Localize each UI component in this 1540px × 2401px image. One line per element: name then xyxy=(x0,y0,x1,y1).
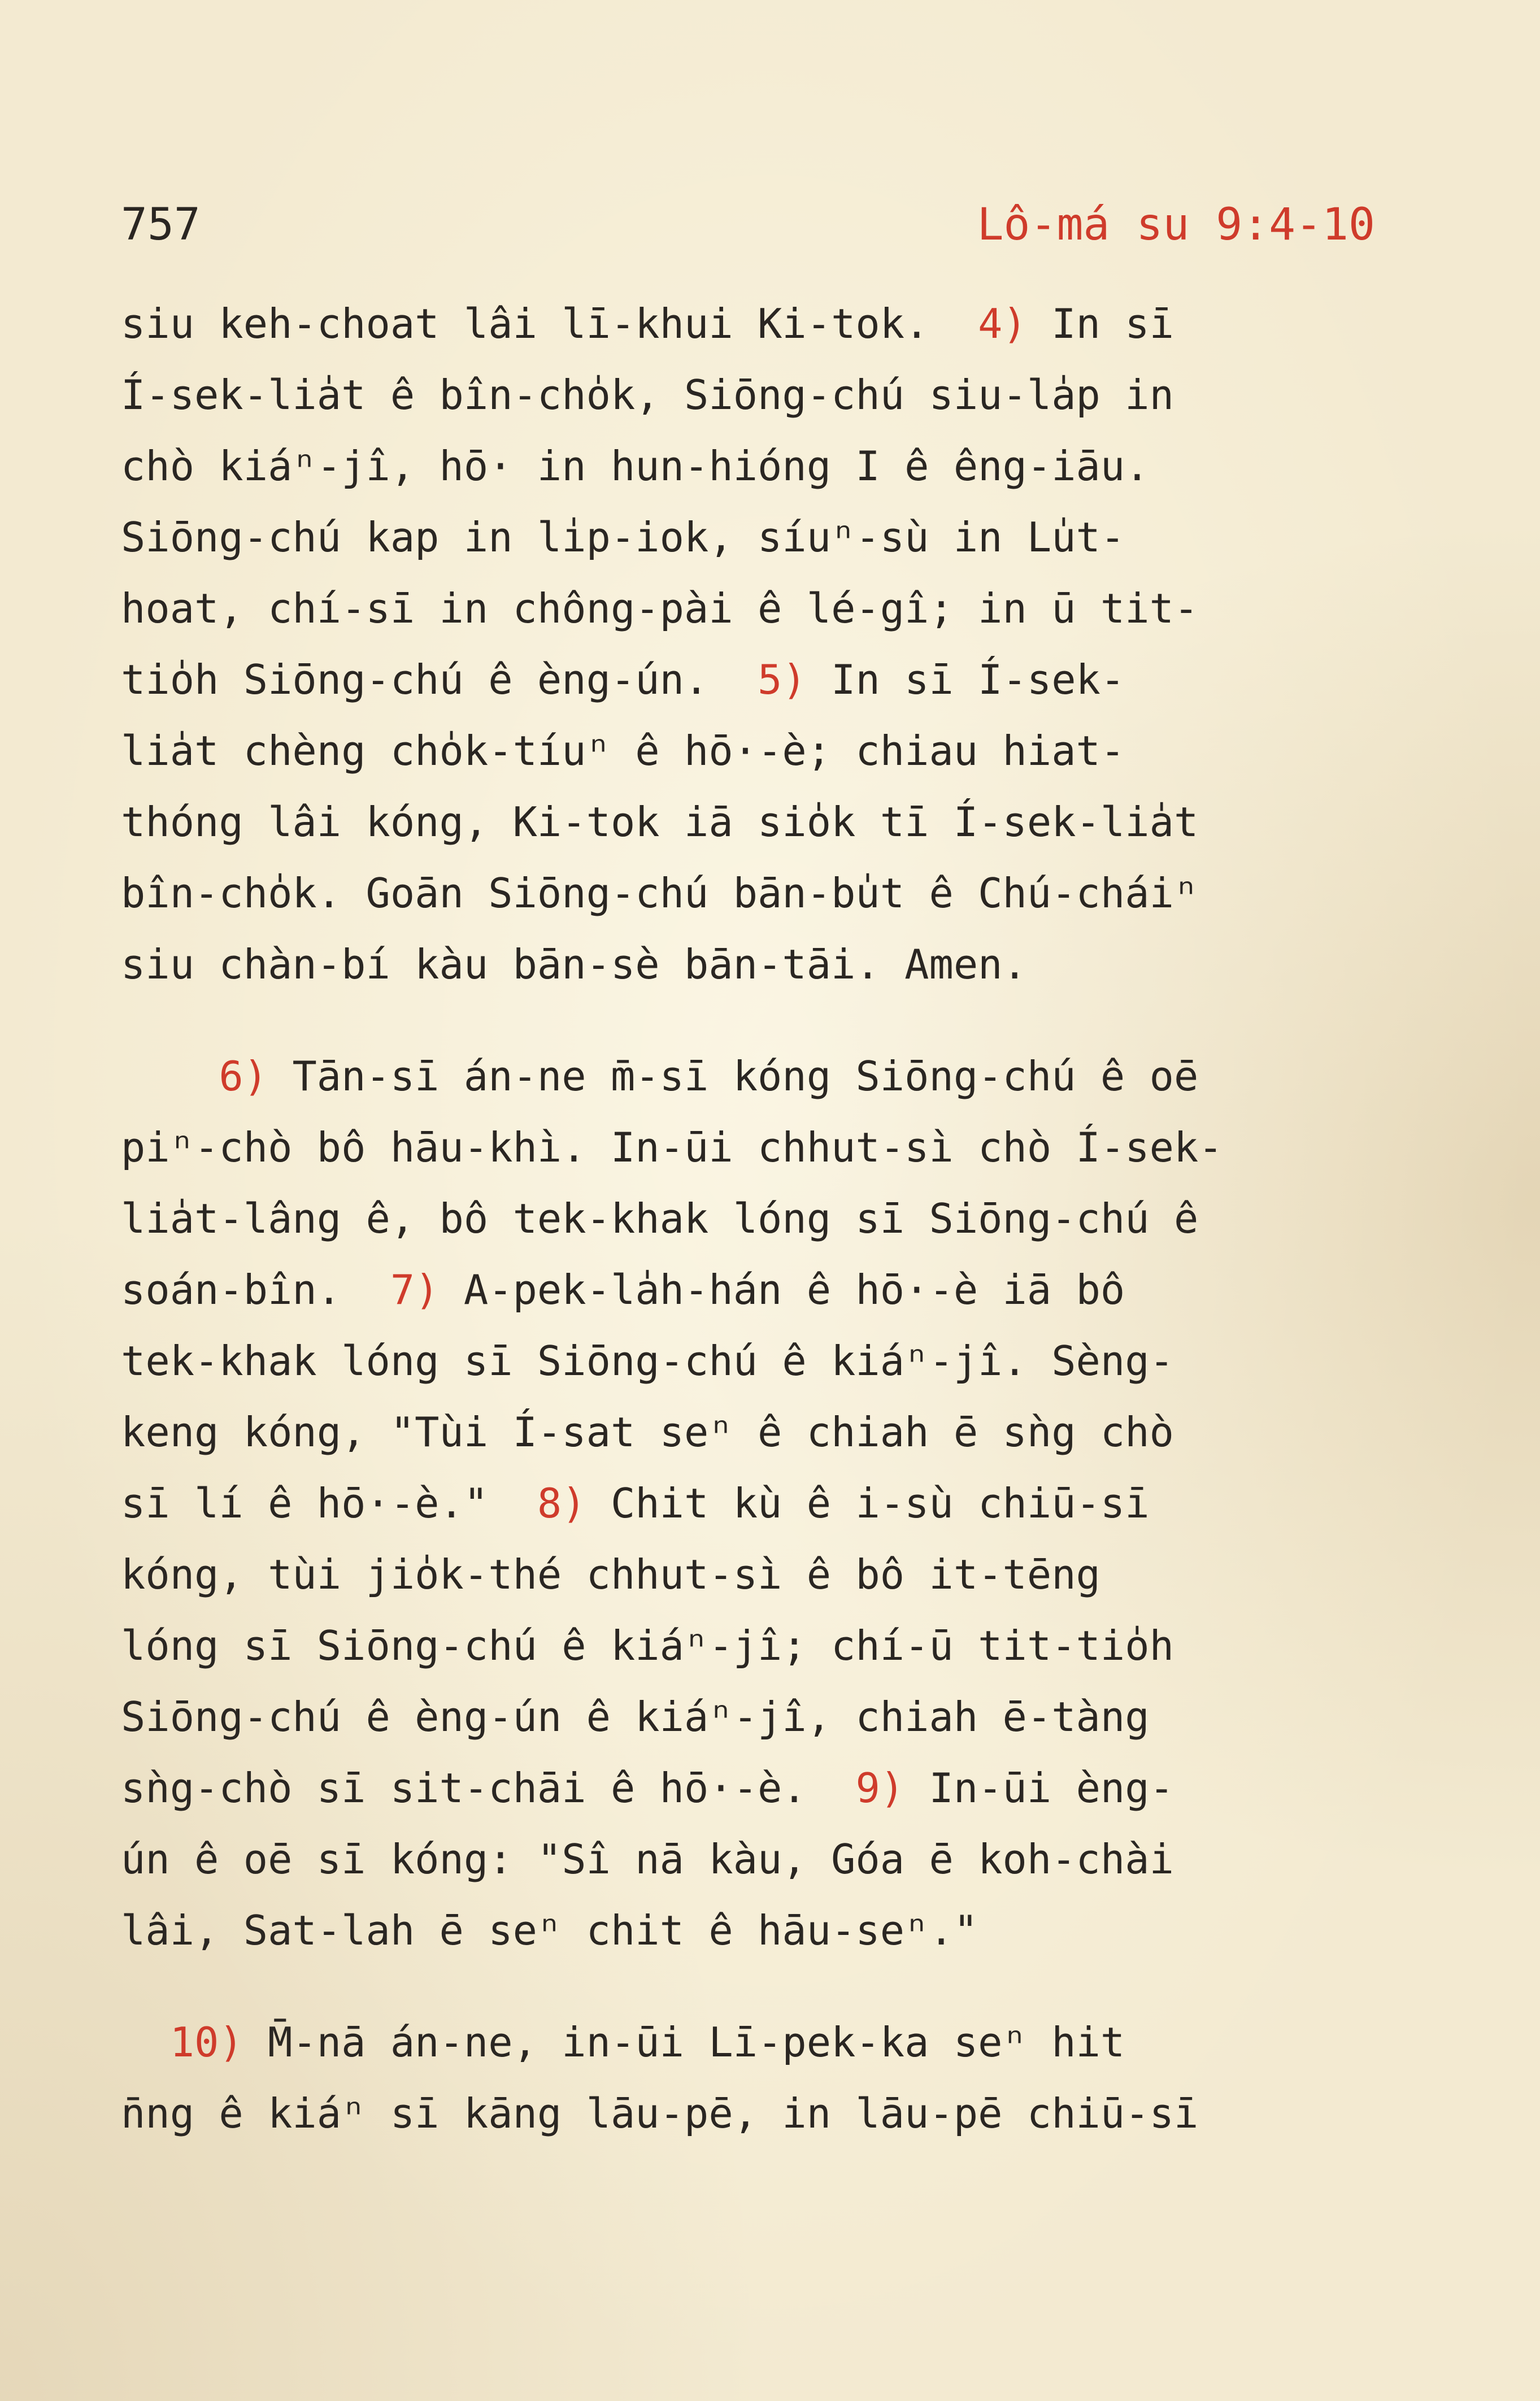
text-segment: sī lí ê hō·-è." xyxy=(121,1480,537,1527)
text-line xyxy=(121,786,1420,858)
text-segment xyxy=(121,1052,219,1100)
text-line xyxy=(121,288,1420,359)
verse-number: 4) xyxy=(978,300,1027,347)
text-segment: Tān-sī án-ne m̄-sī kóng Siōng-chú ê oē xyxy=(268,1052,1199,1100)
text-line xyxy=(121,502,1420,573)
text-line xyxy=(121,1610,1420,1681)
text-segment: ún ê oē sī kóng: "Sî nā kàu, Góa ē koh-chài xyxy=(121,1835,1174,1883)
text-line xyxy=(121,1468,1420,1539)
text-line xyxy=(121,858,1420,929)
text-line xyxy=(121,1681,1420,1752)
text-segment: lia̍t chèng cho̍k-tíuⁿ ê hō·-è; chiau hiat- xyxy=(121,727,1125,775)
text-segment: A-pek-la̍h-hán ê hō·-è iā bô xyxy=(439,1266,1125,1313)
text-line xyxy=(121,1824,1420,1895)
text-segment: In sī Í-sek- xyxy=(806,656,1125,703)
text-line xyxy=(121,573,1420,644)
page-header xyxy=(121,197,1375,259)
text-segment: lóng sī Siōng-chú ê kiáⁿ-jî; chí-ū tit-tio̍h xyxy=(121,1622,1174,1669)
text-line xyxy=(121,1397,1420,1468)
text-segment: tek-khak lóng sī Siōng-chú ê kiáⁿ-jî. Sèng- xyxy=(121,1337,1174,1385)
paragraph-gap xyxy=(121,1966,1420,2007)
text-line xyxy=(121,1041,1420,1112)
text-line xyxy=(121,1325,1420,1397)
text-line xyxy=(121,929,1420,1000)
text-segment: In-ūi èng- xyxy=(904,1764,1174,1812)
text-segment: kóng, tùi jio̍k-thé chhut-sì ê bô it-tēng xyxy=(121,1551,1100,1598)
text-line xyxy=(121,644,1420,715)
text-line xyxy=(121,1112,1420,1183)
text-segment: Siōng-chú kap in li̍p-iok, síuⁿ-sù in Lu̍t- xyxy=(121,514,1125,561)
text-line xyxy=(121,2078,1420,2149)
text-segment: M̄-nā án-ne, in-ūi Lī-pek-ka seⁿ hit xyxy=(243,2019,1125,2066)
text-segment: ⁿ xyxy=(1173,869,1199,917)
text-line xyxy=(121,430,1420,502)
text-segment: thóng lâi kóng, Ki-tok iā sio̍k tī Í-sek-lia̍t xyxy=(121,798,1199,846)
text-segment: bîn-cho̍k. Goān Siōng-chú bān-bu̍t ê Chú-chái xyxy=(121,869,1174,917)
paragraph-gap xyxy=(121,1000,1420,1041)
text-segment: lia̍t-lâng ê, bô tek-khak lóng sī Siōng-chú ê xyxy=(121,1195,1199,1242)
text-segment xyxy=(121,2019,170,2066)
page-number: 757 xyxy=(121,199,201,250)
text-segment: chò kiáⁿ-jî, hō· in hun-hióng I ê êng-iāu. xyxy=(121,442,1150,490)
text-line xyxy=(121,1254,1420,1325)
text-segment: Siōng-chú ê èng-ún ê kiáⁿ-jî, chiah ē-tàng xyxy=(121,1693,1150,1741)
running-head: Lô-má su 9:4-10 xyxy=(977,199,1375,250)
verse-number: 6) xyxy=(219,1052,268,1100)
text-line xyxy=(121,1895,1420,1966)
text-segment: tio̍h Siōng-chú ê èng-ún. xyxy=(121,656,758,703)
verse-number: 7) xyxy=(390,1266,440,1313)
text-segment: hoat, chí-sī in chông-pài ê lé-gî; in ū tit- xyxy=(121,585,1199,632)
text-line xyxy=(121,1539,1420,1610)
verse-number: 8) xyxy=(537,1480,586,1527)
text-line xyxy=(121,1183,1420,1254)
text-segment: siu keh-choat lâi lī-khui Ki-tok. xyxy=(121,300,978,347)
text-segment: piⁿ-chò bô hāu-khì. In-ūi chhut-sì chò Í-sek- xyxy=(121,1124,1223,1171)
body-text xyxy=(121,288,1420,2149)
text-line xyxy=(121,1752,1420,1824)
text-segment: Í-sek-lia̍t ê bîn-cho̍k, Siōng-chú siu-la̍p in xyxy=(121,371,1174,419)
verse-number: 9) xyxy=(855,1764,905,1812)
text-segment: n̄ng ê kiáⁿ sī kāng lāu-pē, in lāu-pē chiū-sī xyxy=(121,2090,1199,2137)
text-segment: soán-bîn. xyxy=(121,1266,390,1313)
text-segment: Chit kù ê i-sù chiū-sī xyxy=(586,1480,1150,1527)
text-segment: sǹg-chò sī sit-chāi ê hō·-è. xyxy=(121,1764,856,1812)
text-segment: siu chàn-bí kàu bān-sè bān-tāi. Amen. xyxy=(121,941,1027,988)
verse-number: 5) xyxy=(758,656,807,703)
verse-number: 10) xyxy=(169,2019,243,2066)
text-segment: keng kóng, "Tùi Í-sat seⁿ ê chiah ē sǹg chò xyxy=(121,1408,1174,1456)
text-line xyxy=(121,359,1420,430)
text-line xyxy=(121,2007,1420,2078)
text-segment: In sī xyxy=(1026,300,1174,347)
text-segment: lâi, Sat-lah ē seⁿ chit ê hāu-seⁿ." xyxy=(121,1907,978,1954)
text-line xyxy=(121,715,1420,786)
